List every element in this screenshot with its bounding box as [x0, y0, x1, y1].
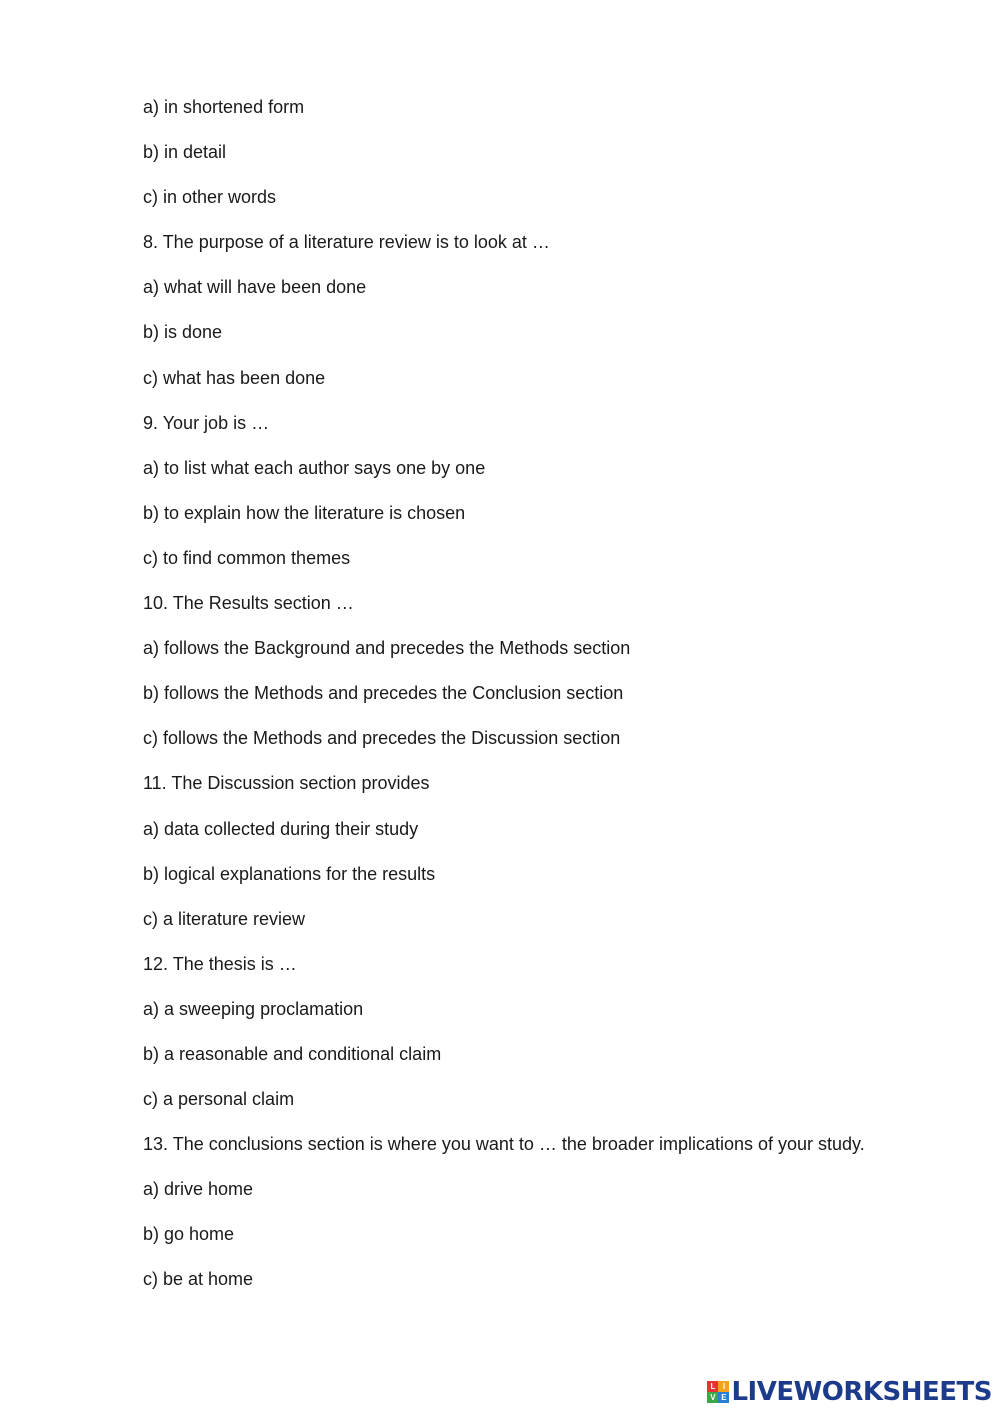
question-text: 12. The thesis is …	[143, 953, 297, 974]
answer-option: a) what will have been done	[143, 277, 367, 298]
answer-option: b) in detail	[143, 142, 227, 163]
logo-badge-letter: L	[707, 1381, 718, 1392]
answer-option: b) to explain how the literature is chosen	[143, 502, 466, 523]
answer-option: c) follows the Methods and precedes the Discussion section	[143, 728, 621, 749]
liveworksheets-logo	[707, 1377, 992, 1407]
answer-option: b) go home	[143, 1224, 235, 1245]
logo-badge-letter: V	[707, 1392, 718, 1403]
answer-option: c) to find common themes	[143, 547, 351, 568]
answer-option: c) a literature review	[143, 908, 306, 929]
question-text: 11. The Discussion section provides	[143, 773, 430, 794]
answer-option: a) in shortened form	[143, 97, 305, 117]
answer-option: c) what has been done	[143, 367, 326, 388]
answer-option: a) follows the Background and precedes the Methods section	[143, 638, 631, 659]
answer-option: a) a sweeping proclamation	[143, 998, 364, 1019]
answer-option: b) logical explanations for the results	[143, 863, 436, 884]
logo-badge-letter: E	[718, 1392, 729, 1403]
question-text: 13. The conclusions section is where you want to … the broader implications of your study.	[143, 1134, 865, 1155]
logo-badge-letter: I	[718, 1381, 729, 1392]
answer-option: b) a reasonable and conditional claim	[143, 1043, 442, 1064]
answer-option: a) drive home	[143, 1179, 254, 1200]
answer-option: a) data collected during their study	[143, 818, 419, 839]
answer-option: a) to list what each author says one by one	[143, 457, 486, 478]
question-text: 9. Your job is …	[143, 412, 270, 433]
logo-badge-icon	[707, 1381, 729, 1403]
answer-option: b) is done	[143, 322, 223, 343]
question-text: 10. The Results section …	[143, 593, 354, 614]
question-text: 8. The purpose of a literature review is to look at …	[143, 232, 550, 253]
worksheet-content	[143, 93, 963, 1311]
answer-option: b) follows the Methods and precedes the Conclusion section	[143, 683, 624, 704]
logo-text: LIVEWORKSHEETS	[731, 1377, 992, 1407]
answer-option: c) in other words	[143, 187, 277, 208]
answer-option: c) be at home	[143, 1269, 254, 1290]
answer-option: c) a personal claim	[143, 1089, 295, 1110]
